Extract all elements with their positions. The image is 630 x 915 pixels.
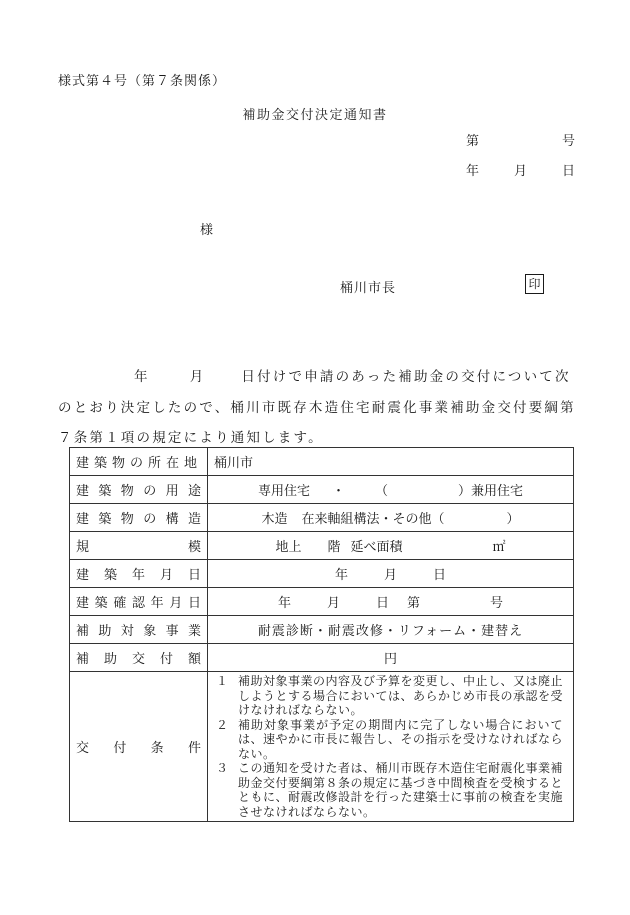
confirm-number-suffix: 号 <box>490 596 504 611</box>
body-year: 年 <box>134 369 150 385</box>
row-value-build-date <box>208 560 574 588</box>
table-row <box>70 476 574 504</box>
form-number: 様式第４号（第７条関係） <box>58 74 227 89</box>
row-label-location: 建築物の所在地 <box>70 448 208 476</box>
row-label-conditions: 交付条件 <box>70 672 208 822</box>
table-row <box>70 644 574 672</box>
build-month: 月 <box>383 568 397 583</box>
confirm-month: 月 <box>326 596 340 611</box>
table-row <box>70 532 574 560</box>
row-value-target-project: 耐震診断・耐震改修・リフォーム・建替え <box>208 616 574 644</box>
issuer-name: 桶川市長 <box>340 281 397 296</box>
table-row <box>70 588 574 616</box>
confirm-number-prefix: 第 <box>407 596 421 611</box>
use-paren-open: （ <box>375 484 389 499</box>
confirm-day: 日 <box>375 596 389 611</box>
row-label-grant-amount: 補助交付額 <box>70 644 208 672</box>
conditions-list <box>208 672 574 822</box>
row-value-structure <box>208 504 574 532</box>
row-label-structure: 建築物の構造 <box>70 504 208 532</box>
scale-floors: 階 <box>327 540 341 555</box>
scale-above-ground: 地上 <box>275 540 302 555</box>
body-month: 月 <box>189 369 206 385</box>
row-value-grant-amount: 円 <box>208 644 574 672</box>
condition-text: 補助対象事業が予定の期間内に完了しない場合においては、速やかに市長に報告し、その指示を受けなければならない。 <box>238 717 564 761</box>
row-value-location: 桶川市 <box>208 448 574 476</box>
condition-number: ２ <box>216 717 229 732</box>
addressee-honorific: 様 <box>200 223 214 238</box>
issue-date-day: 日 <box>562 164 576 179</box>
condition-item <box>216 718 563 762</box>
body-line-3: ７条第１項の規定により通知します。 <box>58 430 324 446</box>
doc-number-suffix: 号 <box>562 134 576 149</box>
condition-item <box>216 674 563 718</box>
condition-item <box>216 761 563 819</box>
row-label-target-project: 補助対象事業 <box>70 616 208 644</box>
table-row <box>70 448 574 476</box>
scale-unit: ㎡ <box>492 540 506 555</box>
use-dedicated: 専用住宅 <box>257 484 310 499</box>
document-title: 補助金交付決定通知書 <box>242 108 388 123</box>
row-value-use <box>208 476 574 504</box>
row-value-confirmation-date <box>208 588 574 616</box>
row-label-use: 建築物の用途 <box>70 476 208 504</box>
row-label-build-date: 建築年月日 <box>70 560 208 588</box>
use-combined: ）兼用住宅 <box>458 484 524 499</box>
row-value-scale <box>208 532 574 560</box>
body-line-2: のとおり決定したので、桶川市既存木造住宅耐震化事業補助金交付要綱第 <box>58 400 576 416</box>
condition-text: この通知を受けた者は、桶川市既存木造住宅耐震化事業補助金交付要綱第８条の規定に基づき中間検査を受検するとともに、耐震改修設計を行った建築士に事前の検査を実施させなければならない。 <box>238 761 564 819</box>
table-row <box>70 504 574 532</box>
row-label-scale: 規模 <box>70 532 208 560</box>
scale-floor-area: 延べ面積 <box>350 540 403 555</box>
table-row <box>70 672 574 822</box>
structure-wood: 木造 <box>261 512 288 527</box>
doc-number-prefix: 第 <box>466 134 480 149</box>
condition-number: １ <box>216 674 229 688</box>
table-row <box>70 616 574 644</box>
build-day: 日 <box>433 568 447 583</box>
grant-details-table <box>69 447 574 822</box>
confirm-year: 年 <box>277 596 291 611</box>
build-year: 年 <box>334 568 348 583</box>
condition-text: 補助対象事業の内容及び予算を変更し、中止し、又は廃止しようとする場合においては、あらかじめ市長の承認を受けなければならない。 <box>238 674 564 717</box>
issue-date-month: 月 <box>514 164 528 179</box>
seal-mark: 印 <box>525 274 544 294</box>
use-separator: ・ <box>331 484 345 499</box>
structure-method: 在来軸組構法・その他（ <box>301 512 445 527</box>
table-row <box>70 560 574 588</box>
condition-number: ３ <box>216 761 229 775</box>
row-label-confirmation-date: 建築確認年月日 <box>70 588 208 616</box>
structure-paren-close: ） <box>506 512 520 527</box>
issue-date-year: 年 <box>466 164 480 179</box>
body-line-1 <box>134 365 571 385</box>
body-line-1-text: 日付けで申請のあった補助金の交付について次 <box>241 369 571 385</box>
